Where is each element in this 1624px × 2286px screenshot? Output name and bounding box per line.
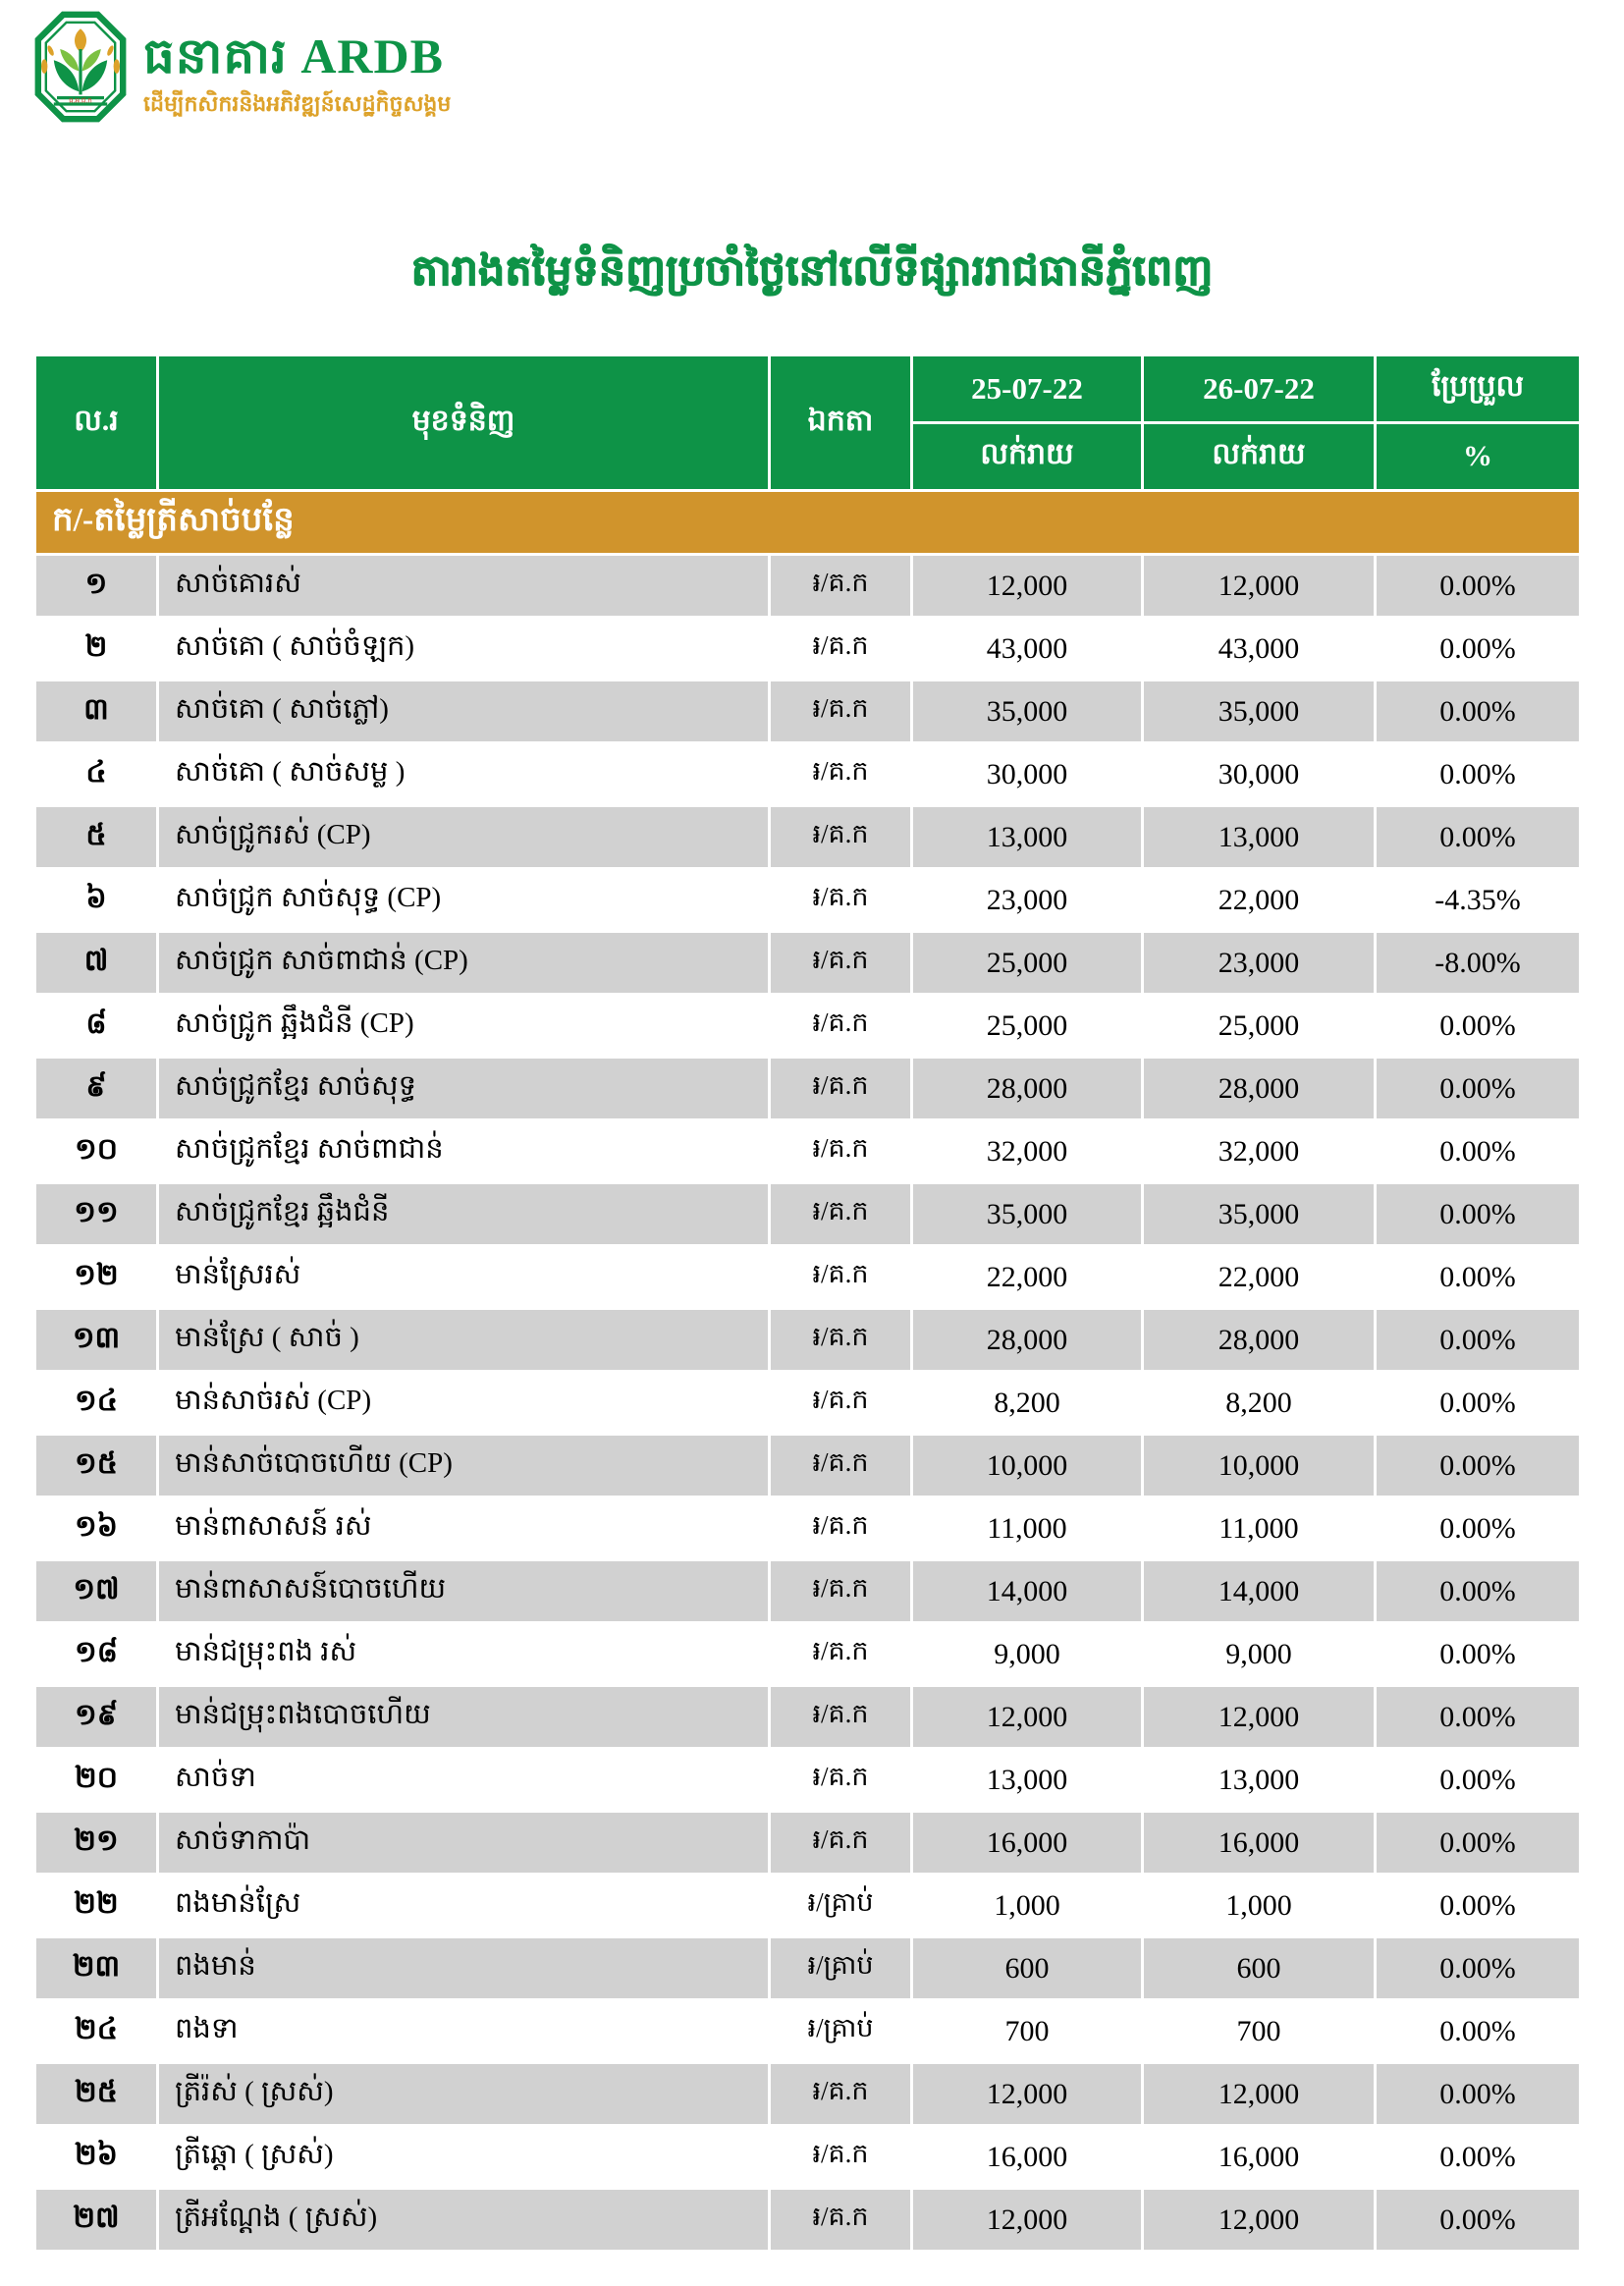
row-change-percent: 0.00% — [1377, 1310, 1579, 1370]
row-item-name: មាន់ពាសាសន៍ រស់ — [159, 1498, 768, 1558]
row-price-day1: 1,000 — [913, 1876, 1141, 1935]
row-unit: ៛/គ.ក — [771, 870, 910, 930]
row-number: ៣ — [36, 681, 156, 741]
col-subheader-percent: % — [1377, 424, 1579, 489]
table-row — [36, 2064, 1579, 2124]
row-price-day1: 8,200 — [913, 1373, 1141, 1433]
table-row — [36, 1750, 1579, 1810]
row-unit: ៛/គ.ក — [771, 1184, 910, 1244]
row-price-day2: 10,000 — [1144, 1436, 1374, 1496]
table-row — [36, 1436, 1579, 1496]
row-change-percent: 0.00% — [1377, 556, 1579, 616]
row-price-day1: 600 — [913, 1938, 1141, 1998]
row-price-day1: 12,000 — [913, 2190, 1141, 2250]
row-price-day2: 600 — [1144, 1938, 1374, 1998]
row-number: ៨ — [36, 996, 156, 1056]
row-number: ១១ — [36, 1184, 156, 1244]
row-change-percent: 0.00% — [1377, 1750, 1579, 1810]
row-change-percent: 0.00% — [1377, 1938, 1579, 1998]
table-row — [36, 933, 1579, 993]
row-change-percent: 0.00% — [1377, 619, 1579, 679]
section-header-label: ក/-តម្លៃត្រីសាច់បន្លែ — [36, 492, 1579, 553]
row-price-day1: 16,000 — [913, 2127, 1141, 2187]
table-row — [36, 1184, 1579, 1244]
row-unit: ៛/គ.ក — [771, 1121, 910, 1181]
row-item-name: ពងមាន់ស្រែ — [159, 1876, 768, 1935]
table-row — [36, 1876, 1579, 1935]
row-unit: ៛/គ.ក — [771, 1750, 910, 1810]
row-change-percent: 0.00% — [1377, 2127, 1579, 2187]
table-row — [36, 681, 1579, 741]
table-row — [36, 1247, 1579, 1307]
row-price-day2: 16,000 — [1144, 1813, 1374, 1873]
row-number: ៧ — [36, 933, 156, 993]
row-unit: ៛/គ.ក — [771, 1561, 910, 1621]
row-unit: ៛/គ.ក — [771, 1687, 910, 1747]
row-price-day2: 12,000 — [1144, 1687, 1374, 1747]
row-price-day1: 12,000 — [913, 1687, 1141, 1747]
table-row — [36, 1373, 1579, 1433]
table-row — [36, 2190, 1579, 2250]
table-row — [36, 2127, 1579, 2187]
bank-tagline: ដើម្បីកសិករនិងអភិវឌ្ឍន៍សេដ្ឋកិច្ចសង្គម — [143, 91, 452, 116]
row-number: ១៩ — [36, 1687, 156, 1747]
brand-header — [33, 10, 451, 124]
row-unit: ៛/គ្រាប់ — [771, 1876, 910, 1935]
table-row — [36, 1813, 1579, 1873]
row-item-name: សាច់គោរស់ — [159, 556, 768, 616]
row-item-name: សាច់គោ ( សាច់ចំឡក) — [159, 619, 768, 679]
row-unit: ៛/គ.ក — [771, 681, 910, 741]
row-unit: ៛/គ្រាប់ — [771, 1938, 910, 1998]
row-item-name: ត្រីអណ្ដែង ( ស្រស់) — [159, 2190, 768, 2250]
row-item-name: មាន់ជម្រុះពងបោចហើយ — [159, 1687, 768, 1747]
row-item-name: សាច់ជ្រូកខ្មែរ ឆ្អឹងជំនី — [159, 1184, 768, 1244]
row-unit: ៛/គ.ក — [771, 1813, 910, 1873]
table-row — [36, 1059, 1579, 1118]
row-item-name: ត្រីឆ្ដោ ( ស្រស់) — [159, 2127, 768, 2187]
row-price-day1: 35,000 — [913, 1184, 1141, 1244]
row-item-name: មាន់ស្រែរស់ — [159, 1247, 768, 1307]
row-change-percent: 0.00% — [1377, 1184, 1579, 1244]
row-item-name: មាន់ស្រែ ( សាច់ ) — [159, 1310, 768, 1370]
row-item-name: មាន់សាច់បោចហើយ (CP) — [159, 1436, 768, 1496]
section-header-row — [36, 492, 1579, 553]
row-change-percent: 0.00% — [1377, 1561, 1579, 1621]
row-price-day2: 22,000 — [1144, 1247, 1374, 1307]
row-change-percent: 0.00% — [1377, 744, 1579, 804]
row-item-name: សាច់ជ្រូកខ្មែរ សាច់ពាជាន់ — [159, 1121, 768, 1181]
price-table-header — [36, 356, 1579, 489]
table-row — [36, 1561, 1579, 1621]
row-price-day2: 25,000 — [1144, 996, 1374, 1056]
row-price-day1: 12,000 — [913, 2064, 1141, 2124]
row-number: ២១ — [36, 1813, 156, 1873]
row-change-percent: 0.00% — [1377, 1436, 1579, 1496]
row-number: ១៤ — [36, 1373, 156, 1433]
row-unit: ៛/គ.ក — [771, 744, 910, 804]
row-change-percent: 0.00% — [1377, 2064, 1579, 2124]
page-title: តារាងតម្លៃទំនិញប្រចាំថ្ងៃនៅលើទីផ្សាររាជធានីភ្នំពេញ — [410, 248, 1214, 295]
row-unit: ៛/គ.ក — [771, 933, 910, 993]
row-price-day2: 28,000 — [1144, 1059, 1374, 1118]
row-unit: ៛/គ.ក — [771, 2190, 910, 2250]
row-number: ២៧ — [36, 2190, 156, 2250]
row-number: ៥ — [36, 807, 156, 867]
row-item-name: សាច់ជ្រូករស់ (CP) — [159, 807, 768, 867]
row-item-name: សាច់ទា — [159, 1750, 768, 1810]
row-unit: ៛/គ.ក — [771, 1624, 910, 1684]
row-unit: ៛/គ.ក — [771, 1247, 910, 1307]
col-header-date1: 25-07-22 — [913, 356, 1141, 421]
table-row — [36, 1624, 1579, 1684]
row-price-day1: 43,000 — [913, 619, 1141, 679]
table-row — [36, 2001, 1579, 2061]
col-header-item: មុខទំនិញ — [159, 356, 768, 489]
row-number: ២៥ — [36, 2064, 156, 2124]
row-change-percent: -8.00% — [1377, 933, 1579, 993]
row-unit: ៛/គ.ក — [771, 619, 910, 679]
row-price-day2: 11,000 — [1144, 1498, 1374, 1558]
row-price-day1: 28,000 — [913, 1059, 1141, 1118]
row-price-day2: 12,000 — [1144, 556, 1374, 616]
row-unit: ៛/គ.ក — [771, 2127, 910, 2187]
row-price-day1: 700 — [913, 2001, 1141, 2061]
row-price-day2: 23,000 — [1144, 933, 1374, 993]
row-number: ២២ — [36, 1876, 156, 1935]
table-row — [36, 1687, 1579, 1747]
row-price-day1: 28,000 — [913, 1310, 1141, 1370]
row-unit: ៛/គ.ក — [771, 996, 910, 1056]
table-row — [36, 744, 1579, 804]
row-item-name: សាច់គោ ( សាច់ភ្លៅ) — [159, 681, 768, 741]
row-unit: ៛/គ.ក — [771, 1373, 910, 1433]
table-row — [36, 807, 1579, 867]
row-price-day1: 9,000 — [913, 1624, 1141, 1684]
row-item-name: ពងមាន់ — [159, 1938, 768, 1998]
row-number: ២៣ — [36, 1938, 156, 1998]
col-subheader-retail2: លក់រាយ — [1144, 424, 1374, 489]
row-change-percent: 0.00% — [1377, 1813, 1579, 1873]
row-unit: ៛/គ.ក — [771, 1310, 910, 1370]
price-table — [33, 354, 1582, 2253]
row-number: ២៦ — [36, 2127, 156, 2187]
row-price-day1: 11,000 — [913, 1498, 1141, 1558]
row-change-percent: 0.00% — [1377, 1624, 1579, 1684]
row-price-day1: 35,000 — [913, 681, 1141, 741]
row-price-day2: 12,000 — [1144, 2190, 1374, 2250]
row-price-day2: 30,000 — [1144, 744, 1374, 804]
row-item-name: ពងទា — [159, 2001, 768, 2061]
row-item-name: សាច់គោ ( សាច់សម្ល ) — [159, 744, 768, 804]
row-price-day1: 22,000 — [913, 1247, 1141, 1307]
row-number: ១៨ — [36, 1624, 156, 1684]
row-change-percent: 0.00% — [1377, 996, 1579, 1056]
table-row — [36, 1498, 1579, 1558]
row-price-day2: 9,000 — [1144, 1624, 1374, 1684]
col-subheader-retail1: លក់រាយ — [913, 424, 1141, 489]
col-header-unit: ឯកតា — [771, 356, 910, 489]
row-price-day1: 14,000 — [913, 1561, 1141, 1621]
row-price-day1: 10,000 — [913, 1436, 1141, 1496]
row-change-percent: 0.00% — [1377, 807, 1579, 867]
row-item-name: សាច់ជ្រូកខ្មែរ សាច់សុទ្ធ — [159, 1059, 768, 1118]
row-number: ៦ — [36, 870, 156, 930]
row-price-day1: 25,000 — [913, 933, 1141, 993]
row-unit: ៛/គ.ក — [771, 2064, 910, 2124]
row-change-percent: 0.00% — [1377, 681, 1579, 741]
row-price-day1: 13,000 — [913, 1750, 1141, 1810]
row-item-name: សាច់ជ្រូក សាច់ពាជាន់ (CP) — [159, 933, 768, 993]
row-number: ២៤ — [36, 2001, 156, 2061]
logo-abbr-text: ធ.អ.ជ.ក — [69, 96, 92, 105]
row-price-day2: 35,000 — [1144, 1184, 1374, 1244]
table-row — [36, 870, 1579, 930]
table-row — [36, 619, 1579, 679]
row-price-day1: 16,000 — [913, 1813, 1141, 1873]
row-change-percent: 0.00% — [1377, 2190, 1579, 2250]
row-number: ២០ — [36, 1750, 156, 1810]
row-price-day1: 23,000 — [913, 870, 1141, 930]
row-price-day2: 22,000 — [1144, 870, 1374, 930]
row-unit: ៛/គ.ក — [771, 807, 910, 867]
row-number: ១០ — [36, 1121, 156, 1181]
col-header-no: ល.រ — [36, 356, 156, 489]
row-unit: ៛/គ.ក — [771, 556, 910, 616]
row-price-day2: 14,000 — [1144, 1561, 1374, 1621]
row-price-day2: 12,000 — [1144, 2064, 1374, 2124]
row-unit: ៛/គ្រាប់ — [771, 2001, 910, 2061]
row-item-name: មាន់ពាសាសន៍បោចហើយ — [159, 1561, 768, 1621]
row-change-percent: 0.00% — [1377, 1373, 1579, 1433]
row-number: ២ — [36, 619, 156, 679]
row-item-name: ត្រីរ៉ស់ ( ស្រស់) — [159, 2064, 768, 2124]
table-row — [36, 556, 1579, 616]
price-table-body — [36, 492, 1579, 2250]
row-price-day2: 28,000 — [1144, 1310, 1374, 1370]
row-change-percent: 0.00% — [1377, 1687, 1579, 1747]
bank-name: ធនាគារ ARDB — [143, 28, 444, 83]
row-price-day2: 700 — [1144, 2001, 1374, 2061]
row-change-percent: -4.35% — [1377, 870, 1579, 930]
row-item-name: សាច់ទាកាប៉ា — [159, 1813, 768, 1873]
row-price-day1: 13,000 — [913, 807, 1141, 867]
row-change-percent: 0.00% — [1377, 1059, 1579, 1118]
row-item-name: សាច់ជ្រូក ឆ្អឹងជំនី (CP) — [159, 996, 768, 1056]
row-price-day2: 13,000 — [1144, 807, 1374, 867]
row-number: ៩ — [36, 1059, 156, 1118]
row-number: ១២ — [36, 1247, 156, 1307]
row-unit: ៛/គ.ក — [771, 1059, 910, 1118]
row-item-name: មាន់ជម្រុះពង រស់ — [159, 1624, 768, 1684]
row-number: ១ — [36, 556, 156, 616]
table-row — [36, 1121, 1579, 1181]
row-number: ៤ — [36, 744, 156, 804]
row-price-day1: 30,000 — [913, 744, 1141, 804]
row-unit: ៛/គ.ក — [771, 1436, 910, 1496]
table-row — [36, 1938, 1579, 1998]
col-header-date2: 26-07-22 — [1144, 356, 1374, 421]
row-number: ១៥ — [36, 1436, 156, 1496]
row-change-percent: 0.00% — [1377, 1121, 1579, 1181]
col-header-change: ប្រែប្រួល — [1377, 356, 1579, 421]
row-price-day2: 43,000 — [1144, 619, 1374, 679]
row-price-day2: 1,000 — [1144, 1876, 1374, 1935]
row-price-day2: 13,000 — [1144, 1750, 1374, 1810]
row-change-percent: 0.00% — [1377, 1876, 1579, 1935]
brand-text — [143, 10, 451, 122]
table-row — [36, 1310, 1579, 1370]
row-price-day2: 16,000 — [1144, 2127, 1374, 2187]
row-number: ១៧ — [36, 1561, 156, 1621]
table-row — [36, 996, 1579, 1056]
row-price-day2: 8,200 — [1144, 1373, 1374, 1433]
row-price-day1: 25,000 — [913, 996, 1141, 1056]
row-change-percent: 0.00% — [1377, 1498, 1579, 1558]
row-unit: ៛/គ.ក — [771, 1498, 910, 1558]
row-price-day2: 32,000 — [1144, 1121, 1374, 1181]
row-price-day2: 35,000 — [1144, 681, 1374, 741]
row-item-name: សាច់ជ្រូក សាច់សុទ្ធ (CP) — [159, 870, 768, 930]
row-item-name: មាន់សាច់រស់ (CP) — [159, 1373, 768, 1433]
row-number: ១៦ — [36, 1498, 156, 1558]
row-price-day1: 32,000 — [913, 1121, 1141, 1181]
ardb-logo-icon — [33, 10, 128, 124]
row-change-percent: 0.00% — [1377, 2001, 1579, 2061]
row-price-day1: 12,000 — [913, 556, 1141, 616]
row-number: ១៣ — [36, 1310, 156, 1370]
row-change-percent: 0.00% — [1377, 1247, 1579, 1307]
